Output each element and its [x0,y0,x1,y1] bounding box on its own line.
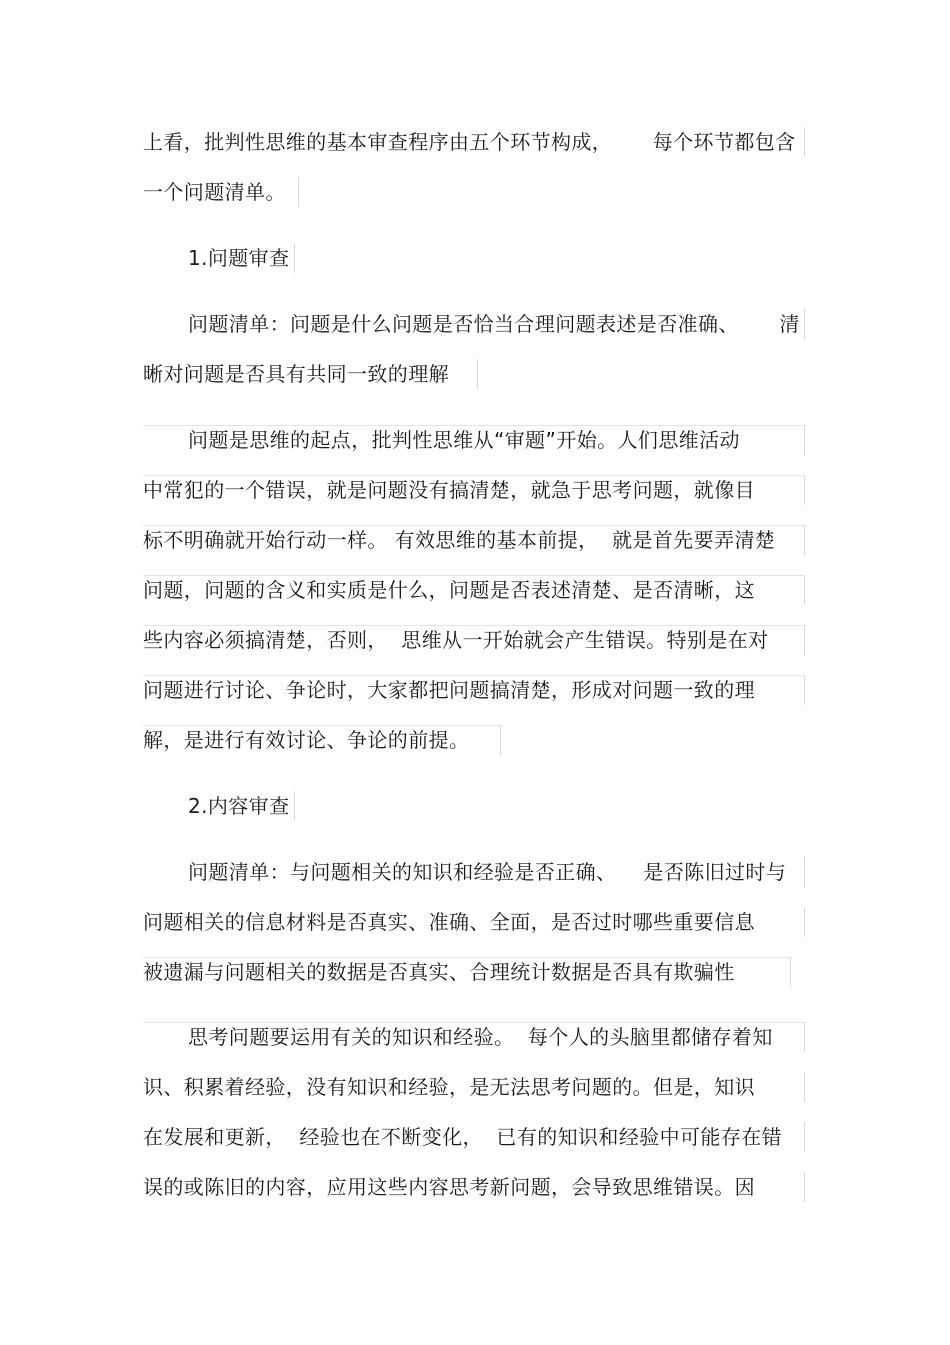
paragraph-line: 问题是思维的起点，批判性思维从“审题”开始。人们思维活动 [188,428,740,452]
text-box-edge [804,309,805,339]
paragraph-line: 晰对问题是否具有共同一致的理解 [143,362,449,386]
text-box-edge [804,907,805,937]
paragraph-line: 上看，批判性思维的基本审查程序由五个环节构成， 每个环节都包含 [143,130,796,154]
text-box-edge [804,675,805,705]
paragraph-line: 解，是进行有效讨论、争论的前提。 [143,728,470,752]
text-box-edge [804,1072,805,1102]
paragraph-line: 问题清单：问题是什么问题是否恰当合理问题表述是否准确、 清 [188,312,800,336]
text-box-edge [804,127,805,157]
paragraph-line: 问题进行讨论、争论时，大家都把问题搞清楚，形成对问题一致的理 [143,678,755,702]
text-box-edge [500,725,501,755]
paragraph-line: 问题清单：与问题相关的知识和经验是否正确、 是否陈旧过时与 [188,860,787,884]
paragraph-line: 些内容必须搞清楚，否则， 思维从一开始就会产生错误。特别是在对 [143,628,769,652]
text-box-edge [804,625,805,655]
paragraph-line: 识、积累着经验，没有知识和经验，是无法思考问题的。但是，知识 [143,1075,755,1099]
text-box-edge [294,791,295,821]
section-heading: 1.问题审查 [188,246,290,270]
text-box-edge [804,857,805,887]
text-box-edge [804,1022,805,1052]
paragraph-line: 在发展和更新， 经验也在不断变化， 已有的知识和经验中可能存在错 [143,1125,783,1149]
paragraph-line: 中常犯的一个错误，就是问题没有搞清楚，就急于思考问题，就像目 [143,478,755,502]
section-heading: 2.内容审查 [188,794,290,818]
paragraph-line: 被遗漏与问题相关的数据是否真实、合理统计数据是否具有欺骗性 [143,960,735,984]
text-box-edge [804,1172,805,1202]
text-box-edge [298,177,299,207]
text-box-edge [804,525,805,555]
paragraph-line: 一个问题清单。 [143,180,286,204]
text-box-edge [804,475,805,505]
text-box-edge [804,575,805,605]
text-box-edge [294,243,295,273]
paragraph-line: 思考问题要运用有关的知识和经验。 每个人的头脑里都储存着知 [188,1025,773,1049]
paragraph-line: 问题，问题的含义和实质是什么，问题是否表述清楚、是否清晰，这 [143,578,755,602]
paragraph-line: 问题相关的信息材料是否真实、准确、全面，是否过时哪些重要信息 [143,910,755,934]
text-box-edge [804,1122,805,1152]
paragraph-line: 标不明确就开始行动一样。 有效思维的基本前提， 就是首先要弄清楚 [143,528,776,552]
text-box-edge [790,957,791,987]
text-box-edge [804,425,805,455]
paragraph-line: 误的或陈旧的内容，应用这些内容思考新问题，会导致思维错误。因 [143,1175,755,1199]
text-box-edge [477,359,478,389]
